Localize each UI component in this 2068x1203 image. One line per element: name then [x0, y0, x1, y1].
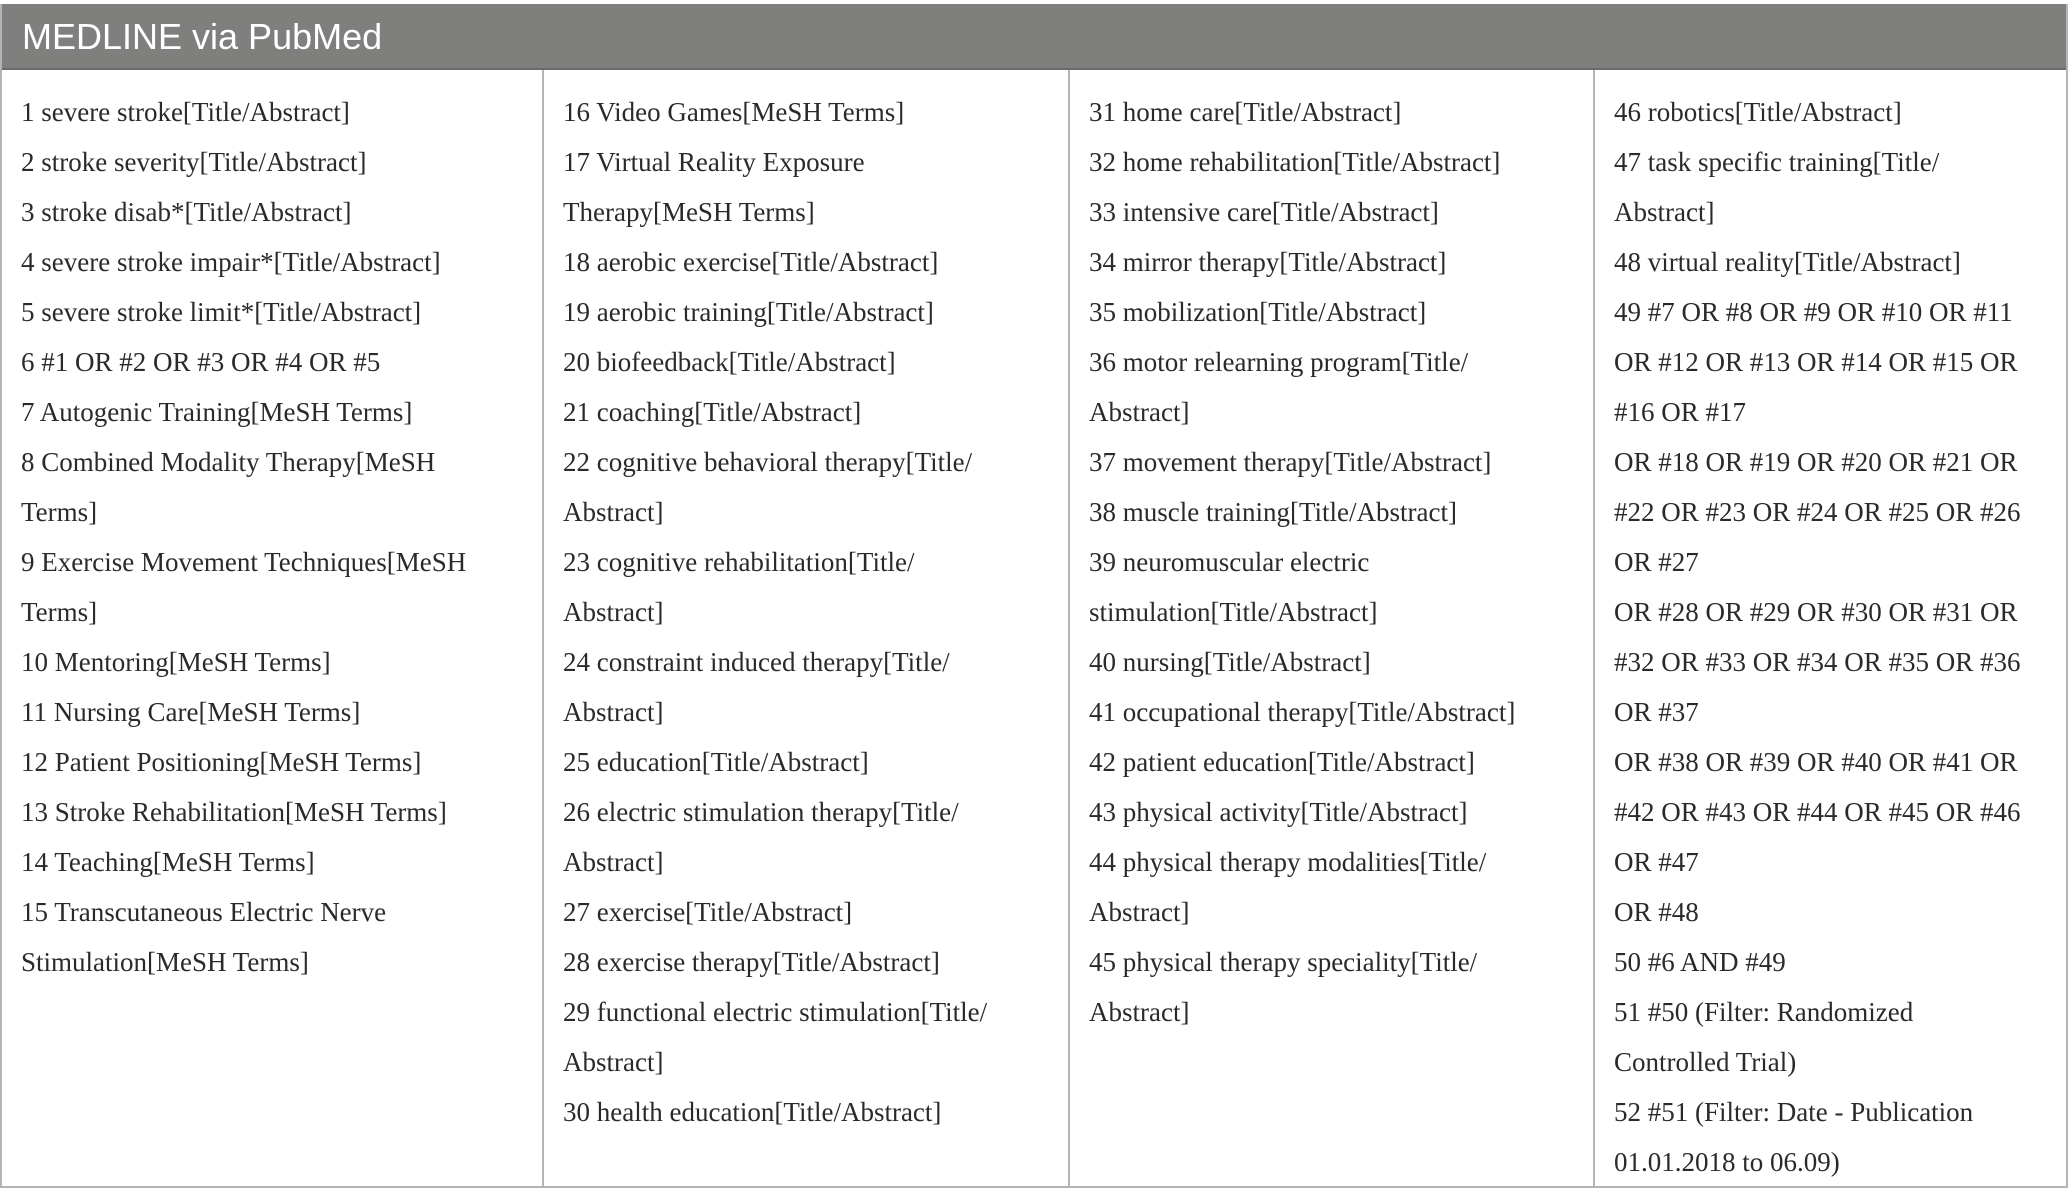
- search-line: Stimulation[MeSH Terms]: [21, 947, 309, 977]
- search-line: 22 cognitive behavioral therapy[Title/: [563, 447, 973, 477]
- search-line: 10 Mentoring[MeSH Terms]: [21, 647, 331, 677]
- search-line: 39 neuromuscular electric: [1089, 547, 1370, 577]
- search-line: Abstract]: [563, 597, 664, 627]
- search-line: 13 Stroke Rehabilitation[MeSH Terms]: [21, 797, 447, 827]
- search-line: 21 coaching[Title/Abstract]: [563, 397, 862, 427]
- search-line: OR #27: [1614, 547, 1699, 577]
- search-line: 41 occupational therapy[Title/Abstract]: [1089, 697, 1516, 727]
- search-line: 34 mirror therapy[Title/Abstract]: [1089, 247, 1447, 277]
- search-line: 37 movement therapy[Title/Abstract]: [1089, 447, 1492, 477]
- search-line: 19 aerobic training[Title/Abstract]: [563, 297, 934, 327]
- search-line: 29 functional electric stimulation[Title/: [563, 997, 988, 1027]
- search-line: Abstract]: [1089, 997, 1190, 1027]
- search-line: 48 virtual reality[Title/Abstract]: [1614, 247, 1961, 277]
- search-line: 26 electric stimulation therapy[Title/: [563, 797, 959, 827]
- search-line: 32 home rehabilitation[Title/Abstract]: [1089, 147, 1501, 177]
- search-line: 17 Virtual Reality Exposure: [563, 147, 865, 177]
- search-line: #42 OR #43 OR #44 OR #45 OR #46: [1614, 797, 2021, 827]
- search-line: 01.01.2018 to 06.09): [1614, 1147, 1840, 1177]
- search-line: 23 cognitive rehabilitation[Title/: [563, 547, 915, 577]
- search-line: 36 motor relearning program[Title/: [1089, 347, 1469, 377]
- search-line: 6 #1 OR #2 OR #3 OR #4 OR #5: [21, 347, 381, 377]
- column-4: [1595, 70, 2066, 1188]
- search-line: 45 physical therapy speciality[Title/: [1089, 947, 1478, 977]
- search-line: 4 severe stroke impair*[Title/Abstract]: [21, 247, 441, 277]
- search-line: 35 mobilization[Title/Abstract]: [1089, 297, 1427, 327]
- search-line: 51 #50 (Filter: Randomized: [1614, 997, 1914, 1027]
- search-line: Abstract]: [563, 497, 664, 527]
- search-line: OR #47: [1614, 847, 1699, 877]
- search-line: #22 OR #23 OR #24 OR #25 OR #26: [1614, 497, 2021, 527]
- search-line: OR #18 OR #19 OR #20 OR #21 OR: [1614, 447, 2018, 477]
- table-header: MEDLINE via PubMed: [2, 4, 2066, 70]
- search-line: Terms]: [21, 597, 98, 627]
- search-line: 8 Combined Modality Therapy[MeSH: [21, 447, 436, 477]
- search-line: Abstract]: [1089, 397, 1190, 427]
- table-body: [2, 70, 2066, 1188]
- search-line: OR #38 OR #39 OR #40 OR #41 OR: [1614, 747, 2018, 777]
- search-line: 5 severe stroke limit*[Title/Abstract]: [21, 297, 422, 327]
- search-line: 12 Patient Positioning[MeSH Terms]: [21, 747, 422, 777]
- search-line: Abstract]: [1089, 897, 1190, 927]
- search-line: #16 OR #17: [1614, 397, 1747, 427]
- search-line: stimulation[Title/Abstract]: [1089, 597, 1378, 627]
- search-line: 43 physical activity[Title/Abstract]: [1089, 797, 1468, 827]
- search-line: OR #37: [1614, 697, 1699, 727]
- search-line: 20 biofeedback[Title/Abstract]: [563, 347, 896, 377]
- search-line: 15 Transcutaneous Electric Nerve: [21, 897, 387, 927]
- search-strategy-table: [0, 4, 2068, 1188]
- search-line: 52 #51 (Filter: Date - Publication: [1614, 1097, 1974, 1127]
- column-1: [2, 70, 544, 1188]
- search-line: 16 Video Games[MeSH Terms]: [563, 97, 905, 127]
- search-line: OR #28 OR #29 OR #30 OR #31 OR: [1614, 597, 2018, 627]
- search-line: Terms]: [21, 497, 98, 527]
- search-line: 18 aerobic exercise[Title/Abstract]: [563, 247, 939, 277]
- search-line: 2 stroke severity[Title/Abstract]: [21, 147, 367, 177]
- search-line: 14 Teaching[MeSH Terms]: [21, 847, 315, 877]
- search-line: 42 patient education[Title/Abstract]: [1089, 747, 1475, 777]
- search-line: 25 education[Title/Abstract]: [563, 747, 869, 777]
- search-line: 31 home care[Title/Abstract]: [1089, 97, 1402, 127]
- search-line: Therapy[MeSH Terms]: [563, 197, 815, 227]
- search-line: Controlled Trial): [1614, 1047, 1797, 1077]
- search-line: 44 physical therapy modalities[Title/: [1089, 847, 1487, 877]
- search-line: 9 Exercise Movement Techniques[MeSH: [21, 547, 467, 577]
- search-line: Abstract]: [1614, 197, 1715, 227]
- search-line: 3 stroke disab*[Title/Abstract]: [21, 197, 352, 227]
- column-2: [544, 70, 1070, 1188]
- search-line: 40 nursing[Title/Abstract]: [1089, 647, 1371, 677]
- search-line: 27 exercise[Title/Abstract]: [563, 897, 853, 927]
- search-line: 50 #6 AND #49: [1614, 947, 1786, 977]
- search-line: OR #48: [1614, 897, 1699, 927]
- search-line: 28 exercise therapy[Title/Abstract]: [563, 947, 940, 977]
- search-line: 49 #7 OR #8 OR #9 OR #10 OR #11: [1614, 297, 2013, 327]
- search-line: 30 health education[Title/Abstract]: [563, 1097, 942, 1127]
- search-line: Abstract]: [563, 847, 664, 877]
- search-line: 1 severe stroke[Title/Abstract]: [21, 97, 350, 127]
- search-line: 33 intensive care[Title/Abstract]: [1089, 197, 1439, 227]
- search-line: 11 Nursing Care[MeSH Terms]: [21, 697, 361, 727]
- search-line: Abstract]: [563, 697, 664, 727]
- search-line: 7 Autogenic Training[MeSH Terms]: [21, 397, 413, 427]
- search-line: 47 task specific training[Title/: [1614, 147, 1940, 177]
- search-line: Abstract]: [563, 1047, 664, 1077]
- search-line: 46 robotics[Title/Abstract]: [1614, 97, 1902, 127]
- search-line: #32 OR #33 OR #34 OR #35 OR #36: [1614, 647, 2021, 677]
- search-line: 38 muscle training[Title/Abstract]: [1089, 497, 1457, 527]
- search-line: 24 constraint induced therapy[Title/: [563, 647, 950, 677]
- search-line: OR #12 OR #13 OR #14 OR #15 OR: [1614, 347, 2018, 377]
- column-3: [1070, 70, 1595, 1188]
